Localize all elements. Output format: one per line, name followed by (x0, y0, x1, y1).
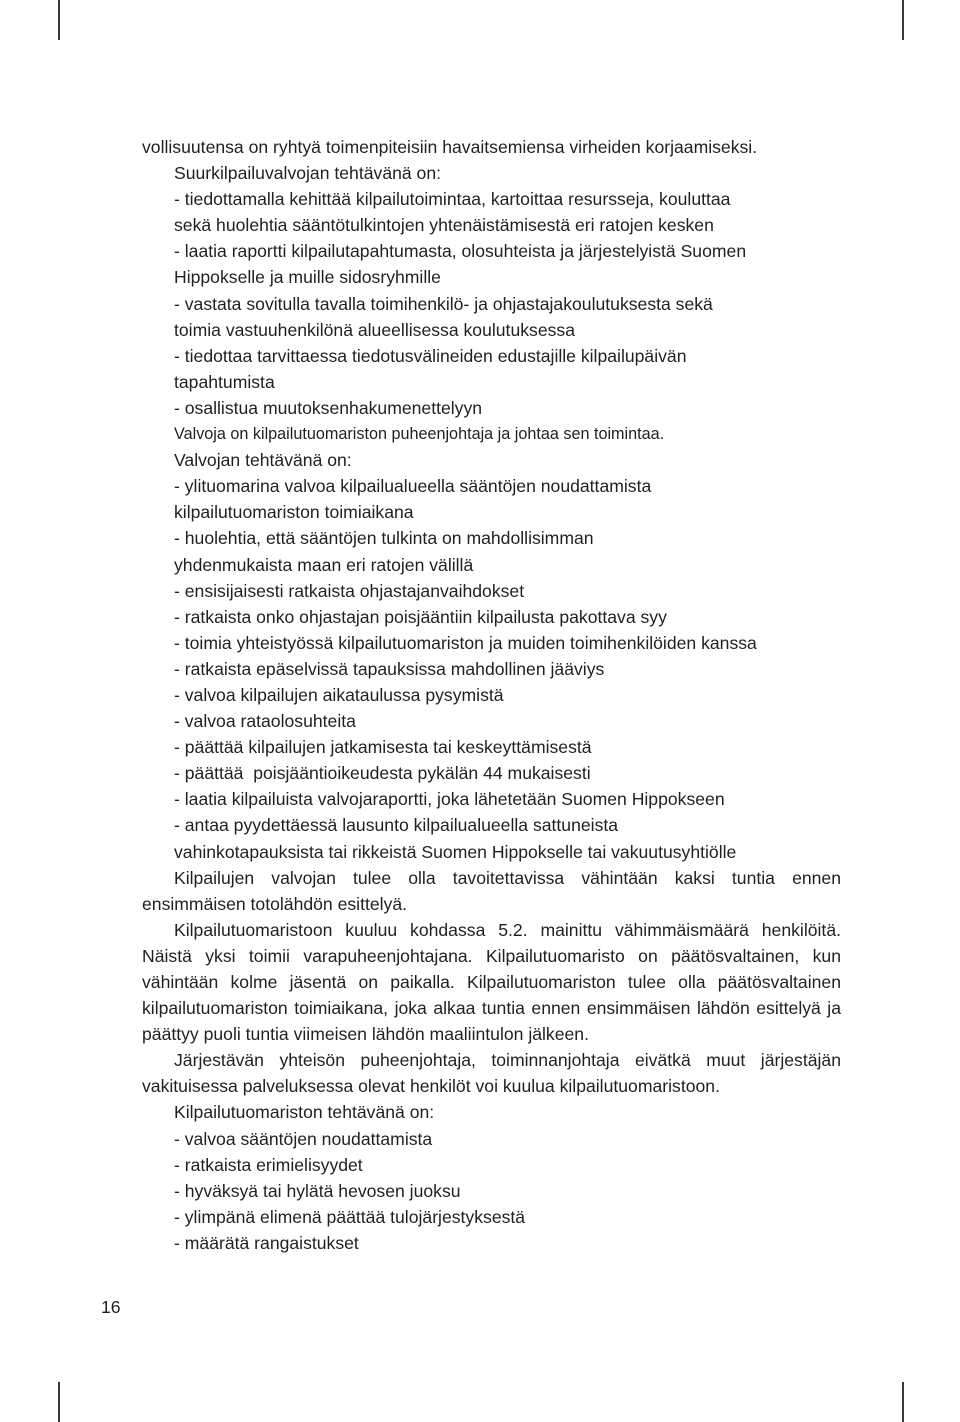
list-item: - määrätä rangaistukset (174, 1232, 359, 1253)
list-item-continuation: kilpailutuomariston toimiaikana (174, 502, 414, 523)
page-body (142, 134, 841, 1256)
list-item: - ylimpänä elimenä päättää tulojärjestyksestä (174, 1206, 526, 1227)
section-heading-suurkilpailuvalvoja: Suurkilpailuvalvojan tehtävänä on: (174, 163, 442, 184)
list-item: - vastata sovitulla tavalla toimihenkilö- ja ohjastajakoulutuksesta sekä (174, 293, 713, 314)
paragraph-valvoja-availability: Kilpailujen valvojan tulee olla tavoitettavissa vähintään kaksi tuntia ennen ensimmäisen totolähdön esittelyä. (142, 867, 841, 914)
list-item-continuation: Hippokselle ja muille sidosryhmille (174, 267, 441, 288)
valvoja-note: Valvoja on kilpailutuomariston puheenjohtaja ja johtaa sen toimintaa. (174, 425, 665, 444)
paragraph-tuomaristo-exclusions: Järjestävän yhteisön puheenjohtaja, toiminnanjohtaja eivätkä muut järjestäjän vakituisessa palveluksessa olevat henkilöt voi kuulua kilpailutuomaristoon. (142, 1050, 841, 1097)
list-item: - tiedottamalla kehittää kilpailutoimintaa, kartoittaa resursseja, kouluttaa (174, 189, 731, 210)
list-item-continuation: yhdenmukaista maan eri ratojen välillä (174, 554, 474, 575)
list-item-continuation: tapahtumista (174, 371, 275, 392)
list-item: - osallistua muutoksenhakumenettelyyn (174, 397, 483, 418)
list-item: - hyväksyä tai hylätä hevosen juoksu (174, 1180, 461, 1201)
list-item: - ensisijaisesti ratkaista ohjastajanvaihdokset (174, 580, 525, 601)
list-item: - ratkaista epäselvissä tapauksissa mahdollinen jääviys (174, 658, 605, 679)
section-heading-kilpailutuomaristo: Kilpailutuomariston tehtävänä on: (174, 1102, 435, 1123)
section-heading-valvoja: Valvojan tehtävänä on: (174, 450, 352, 471)
list-item: - antaa pyydettäessä lausunto kilpailualueella sattuneista (174, 815, 619, 836)
list-item: - ratkaista onko ohjastajan poisjääntiin kilpailusta pakottava syy (174, 606, 667, 627)
list-item: - laatia kilpailuista valvojaraportti, joka lähetetään Suomen Hippokseen (174, 789, 725, 810)
crop-mark-top-left (58, 0, 60, 40)
crop-mark-bottom-left (58, 1382, 60, 1422)
text-line: vollisuutensa on ryhtyä toimenpiteisiin havaitsemiensa virheiden korjaamiseksi. (142, 137, 758, 157)
page-number: 16 (101, 1297, 121, 1317)
list-item: - ratkaista erimielisyydet (174, 1154, 363, 1175)
paragraph-tuomaristo-composition: Kilpailutuomaristoon kuuluu kohdassa 5.2. mainittu vähimmäismäärä henkilöitä. Näistä yksi toimii varapuheenjohtajana. Kilpailutuomaristo on päätösvaltainen, kun vähintään kolme jäsentä on paikalla. Kilpailutuomariston tulee olla päätösvaltainen kilpailutuomariston toimiaikana, joka alkaa tuntia ennen ensimmäisen lähdön esittelyä ja päättyy puoli tuntia viimeisen lähdön maaliintulon jälkeen. (142, 919, 841, 1045)
crop-mark-bottom-right (902, 1382, 904, 1422)
list-item: - valvoa sääntöjen noudattamista (174, 1128, 433, 1149)
list-item: - tiedottaa tarvittaessa tiedotusvälineiden edustajille kilpailupäivän (174, 345, 687, 366)
list-item-continuation: vahinkotapauksista tai rikkeistä Suomen Hippokselle tai vakuutusyhtiölle (174, 841, 737, 862)
list-item: - valvoa kilpailujen aikataulussa pysymistä (174, 684, 504, 705)
list-item: - päättää kilpailujen jatkamisesta tai keskeyttämisestä (174, 737, 592, 758)
list-item: - huolehtia, että sääntöjen tulkinta on mahdollisimman (174, 528, 594, 549)
crop-mark-top-right (902, 0, 904, 40)
list-item-continuation: toimia vastuuhenkilönä alueellisessa koulutuksessa (174, 319, 575, 340)
list-item: - päättää poisjääntioikeudesta pykälän 44 mukaisesti (174, 763, 591, 784)
list-item: - laatia raportti kilpailutapahtumasta, olosuhteista ja järjestelyistä Suomen (174, 241, 747, 262)
list-item: - toimia yhteistyössä kilpailutuomariston ja muiden toimihenkilöiden kanssa (174, 632, 757, 653)
list-item: - ylituomarina valvoa kilpailualueella sääntöjen noudattamista (174, 476, 652, 497)
list-item-continuation: sekä huolehtia sääntötulkintojen yhtenäistämisestä eri ratojen kesken (174, 215, 714, 236)
list-item: - valvoa rataolosuhteita (174, 711, 356, 732)
